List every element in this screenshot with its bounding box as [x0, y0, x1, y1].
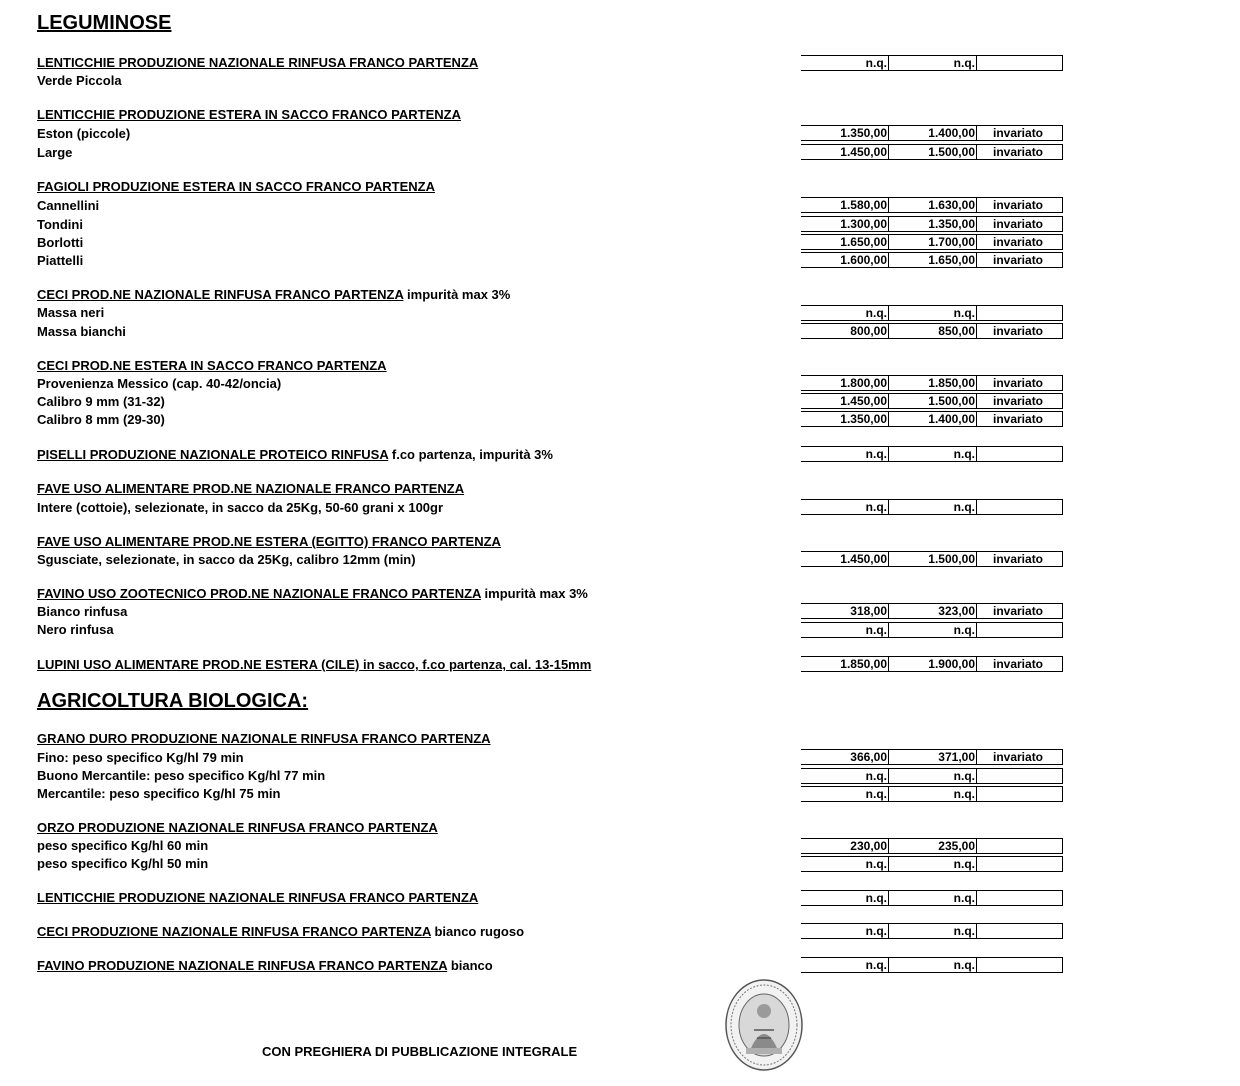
- group-title: GRANO DURO PRODUZIONE NAZIONALE RINFUSA FRANCO PARTENZA: [37, 731, 491, 746]
- price-max: n.q.: [889, 891, 977, 905]
- group-header: [37, 924, 524, 940]
- price-cells: [801, 216, 1063, 232]
- price-min: n.q.: [801, 500, 889, 514]
- price-max: n.q.: [889, 306, 977, 320]
- price-max: 1.900,00: [889, 657, 977, 671]
- price-trend: invariato: [993, 394, 1044, 408]
- price-min: 1.350,00: [801, 126, 889, 140]
- row-label: Fino: peso specifico Kg/hl 79 min: [37, 750, 244, 765]
- group-note: impurità max 3%: [403, 287, 511, 302]
- price-trend: invariato: [993, 604, 1044, 618]
- price-cells: [801, 768, 1063, 784]
- price-trend: invariato: [993, 198, 1044, 212]
- price-max: 1.500,00: [889, 394, 977, 408]
- chamber-seal-icon: [724, 978, 804, 1072]
- price-min: n.q.: [801, 623, 889, 637]
- price-min: 1.850,00: [801, 657, 889, 671]
- price-cells: [801, 603, 1063, 619]
- price-trend: [977, 306, 1062, 320]
- price-cells: [801, 957, 1063, 973]
- row-label: Verde Piccola: [37, 73, 122, 88]
- price-trend: [977, 623, 1062, 637]
- price-cells: [801, 125, 1063, 141]
- price-max: 235,00: [889, 839, 977, 853]
- group-title: FAVINO PRODUZIONE NAZIONALE RINFUSA FRANCO PARTENZA: [37, 958, 448, 973]
- price-max: 1.500,00: [889, 552, 977, 566]
- row-label: Buono Mercantile: peso specifico Kg/hl 77 min: [37, 768, 326, 783]
- price-max: n.q.: [889, 857, 977, 871]
- price-max: n.q.: [889, 787, 977, 801]
- price-trend: [977, 56, 1062, 70]
- group-title: LENTICCHIE PRODUZIONE ESTERA IN SACCO FRANCO PARTENZA: [37, 107, 461, 122]
- price-trend: invariato: [993, 235, 1044, 249]
- group-title: FAGIOLI PRODUZIONE ESTERA IN SACCO FRANCO PARTENZA: [37, 179, 435, 194]
- price-trend: invariato: [993, 145, 1044, 159]
- price-min: 1.450,00: [801, 552, 889, 566]
- group-header: [37, 731, 491, 747]
- group-header: [37, 534, 501, 550]
- price-max: n.q.: [889, 924, 977, 938]
- group-header: [37, 447, 553, 463]
- row-label: Massa neri: [37, 305, 105, 320]
- price-min: n.q.: [801, 306, 889, 320]
- price-min: 366,00: [801, 750, 889, 764]
- price-cells: [801, 411, 1063, 427]
- price-trend: invariato: [993, 324, 1044, 338]
- group-header: [37, 287, 510, 303]
- price-max: 1.350,00: [889, 217, 977, 231]
- group-title: CECI PROD.NE NAZIONALE RINFUSA FRANCO PARTENZA: [37, 287, 404, 302]
- row-label: Borlotti: [37, 235, 84, 250]
- group-note: bianco rugoso: [430, 924, 525, 939]
- group-note: impurità max 3%: [480, 586, 588, 601]
- group-title: LENTICCHIE PRODUZIONE NAZIONALE RINFUSA FRANCO PARTENZA: [37, 55, 479, 70]
- price-trend: [977, 857, 1062, 871]
- group-title: LUPINI USO ALIMENTARE PROD.NE ESTERA (CILE) in sacco, f.co partenza, cal. 13-15mm: [37, 657, 592, 672]
- price-max: 371,00: [889, 750, 977, 764]
- price-cells: [801, 499, 1063, 515]
- price-trend: [977, 787, 1062, 801]
- price-min: n.q.: [801, 56, 889, 70]
- group-header: [37, 358, 387, 374]
- price-min: 800,00: [801, 324, 889, 338]
- price-min: n.q.: [801, 769, 889, 783]
- price-min: 1.650,00: [801, 235, 889, 249]
- price-min: n.q.: [801, 891, 889, 905]
- group-title: FAVE USO ALIMENTARE PROD.NE NAZIONALE FRANCO PARTENZA: [37, 481, 465, 496]
- price-min: 230,00: [801, 839, 889, 853]
- price-cells: [801, 393, 1063, 409]
- price-cells: [801, 923, 1063, 939]
- row-label: Large: [37, 145, 73, 160]
- row-label: Tondini: [37, 217, 83, 232]
- group-title: ORZO PRODUZIONE NAZIONALE RINFUSA FRANCO PARTENZA: [37, 820, 438, 835]
- group-title: FAVE USO ALIMENTARE PROD.NE ESTERA (EGITTO) FRANCO PARTENZA: [37, 534, 501, 549]
- price-min: 1.300,00: [801, 217, 889, 231]
- price-max: n.q.: [889, 447, 977, 461]
- price-max: 1.850,00: [889, 376, 977, 390]
- price-cells: [801, 144, 1063, 160]
- price-cells: [801, 786, 1063, 802]
- group-header: [37, 958, 493, 974]
- price-trend: invariato: [993, 412, 1044, 426]
- row-label: Eston (piccole): [37, 126, 131, 141]
- group-header: [37, 481, 464, 497]
- price-trend: [977, 447, 1062, 461]
- row-label: Calibro 9 mm (31-32): [37, 394, 165, 409]
- price-max: 1.700,00: [889, 235, 977, 249]
- price-trend: invariato: [993, 657, 1044, 671]
- price-max: 1.630,00: [889, 198, 977, 212]
- price-min: n.q.: [801, 857, 889, 871]
- price-cells: [801, 551, 1063, 567]
- row-label: Mercantile: peso specifico Kg/hl 75 min: [37, 786, 281, 801]
- section-title-leguminose: LEGUMINOSE: [37, 12, 172, 34]
- price-cells: [801, 838, 1063, 854]
- price-min: 1.450,00: [801, 394, 889, 408]
- price-min: n.q.: [801, 924, 889, 938]
- price-cells: [801, 234, 1063, 250]
- price-trend: [977, 924, 1062, 938]
- group-title: CECI PRODUZIONE NAZIONALE RINFUSA FRANCO PARTENZA: [37, 924, 431, 939]
- price-max: 1.500,00: [889, 145, 977, 159]
- price-max: n.q.: [889, 958, 977, 972]
- group-header: [37, 820, 438, 836]
- group-header: [37, 890, 478, 906]
- group-note: f.co partenza, impurità 3%: [388, 447, 553, 462]
- section-title-agricoltura-biologica: AGRICOLTURA BIOLOGICA:: [37, 690, 309, 712]
- price-trend: invariato: [993, 376, 1044, 390]
- price-trend: [977, 500, 1062, 514]
- group-title: CECI PROD.NE ESTERA IN SACCO FRANCO PARTENZA: [37, 358, 387, 373]
- price-max: n.q.: [889, 769, 977, 783]
- row-label: peso specifico Kg/hl 60 min: [37, 838, 209, 853]
- price-max: 323,00: [889, 604, 977, 618]
- price-max: 1.400,00: [889, 412, 977, 426]
- price-cells: [801, 375, 1063, 391]
- row-label: Bianco rinfusa: [37, 604, 128, 619]
- price-min: 1.450,00: [801, 145, 889, 159]
- price-trend: [977, 769, 1062, 783]
- price-cells: [801, 305, 1063, 321]
- price-cells: [801, 656, 1063, 672]
- price-min: n.q.: [801, 447, 889, 461]
- price-max: n.q.: [889, 623, 977, 637]
- price-min: n.q.: [801, 787, 889, 801]
- price-trend: invariato: [993, 552, 1044, 566]
- price-max: 850,00: [889, 324, 977, 338]
- price-max: 1.400,00: [889, 126, 977, 140]
- price-max: n.q.: [889, 500, 977, 514]
- price-cells: [801, 749, 1063, 765]
- price-min: n.q.: [801, 958, 889, 972]
- price-trend: invariato: [993, 126, 1044, 140]
- price-trend: invariato: [993, 750, 1044, 764]
- row-label: Piattelli: [37, 253, 84, 268]
- price-cells: [801, 856, 1063, 872]
- group-header: [37, 179, 435, 195]
- price-min: 1.800,00: [801, 376, 889, 390]
- group-title: FAVINO USO ZOOTECNICO PROD.NE NAZIONALE FRANCO PARTENZA: [37, 586, 481, 601]
- price-cells: [801, 197, 1063, 213]
- group-header: [37, 657, 591, 673]
- price-min: 1.580,00: [801, 198, 889, 212]
- footer-note: CON PREGHIERA DI PUBBLICAZIONE INTEGRALE: [262, 1044, 578, 1059]
- group-title: PISELLI PRODUZIONE NAZIONALE PROTEICO RINFUSA: [37, 447, 389, 462]
- price-cells: [801, 890, 1063, 906]
- price-cells: [801, 252, 1063, 268]
- price-trend: [977, 891, 1062, 905]
- row-label: Intere (cottoie), selezionate, in sacco da 25Kg, 50-60 grani x 100gr: [37, 500, 444, 515]
- price-cells: [801, 55, 1063, 71]
- price-trend: [977, 839, 1062, 853]
- price-trend: invariato: [993, 253, 1044, 267]
- group-header: [37, 55, 478, 71]
- price-trend: invariato: [993, 217, 1044, 231]
- group-header: [37, 107, 461, 123]
- group-note: bianco: [447, 958, 493, 973]
- row-label: Calibro 8 mm (29-30): [37, 412, 165, 427]
- price-min: 318,00: [801, 604, 889, 618]
- row-label: Nero rinfusa: [37, 622, 114, 637]
- price-trend: [977, 958, 1062, 972]
- price-max: n.q.: [889, 56, 977, 70]
- row-label: Cannellini: [37, 198, 100, 213]
- price-min: 1.600,00: [801, 253, 889, 267]
- row-label: peso specifico Kg/hl 50 min: [37, 856, 209, 871]
- row-label: Sgusciate, selezionate, in sacco da 25Kg, calibro 12mm (min): [37, 552, 416, 567]
- price-cells: [801, 622, 1063, 638]
- price-cells: [801, 323, 1063, 339]
- group-title: LENTICCHIE PRODUZIONE NAZIONALE RINFUSA FRANCO PARTENZA: [37, 890, 479, 905]
- price-max: 1.650,00: [889, 253, 977, 267]
- row-label: Provenienza Messico (cap. 40-42/oncia): [37, 376, 282, 391]
- group-header: [37, 586, 588, 602]
- row-label: Massa bianchi: [37, 324, 126, 339]
- price-cells: [801, 446, 1063, 462]
- price-min: 1.350,00: [801, 412, 889, 426]
